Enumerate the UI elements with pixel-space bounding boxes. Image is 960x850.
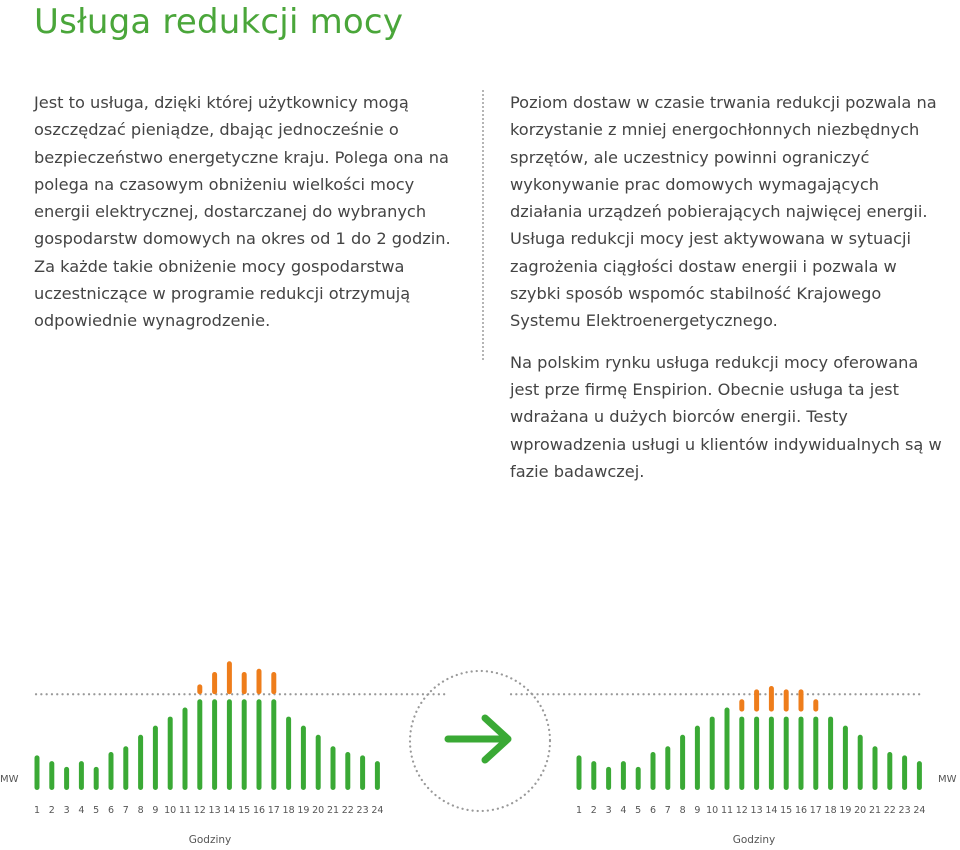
x-tick-label: 21 — [326, 805, 340, 816]
x-tick-label: 19 — [839, 805, 852, 816]
bar-base — [197, 699, 202, 790]
bar-base — [138, 735, 143, 790]
x-tick-label: 3 — [605, 805, 612, 816]
x-tick-label: 3 — [63, 805, 70, 816]
bar-base — [109, 752, 114, 790]
x-tick-label: 13 — [750, 805, 763, 816]
bar-base — [710, 717, 715, 790]
bar-base — [316, 735, 321, 790]
x-tick-label: 10 — [164, 805, 177, 816]
x-tick-label: 16 — [252, 805, 266, 816]
bar-base — [725, 708, 730, 791]
bar-peak — [197, 684, 202, 694]
bar-base — [858, 735, 863, 790]
column-divider — [482, 90, 484, 360]
bar-base — [813, 717, 818, 790]
x-tick-label: 5 — [93, 805, 100, 816]
right-column — [510, 89, 950, 485]
x-tick-label: 22 — [883, 805, 896, 816]
x-tick-label: 7 — [664, 805, 671, 816]
x-tick-label: 15 — [780, 805, 793, 816]
bar-base — [153, 726, 158, 790]
x-tick-label: 14 — [765, 805, 778, 816]
x-tick-label: 20 — [854, 805, 867, 816]
bar-base — [168, 717, 173, 790]
bar-base — [49, 761, 54, 790]
bar-base — [695, 726, 700, 790]
left-column — [34, 89, 474, 335]
bar-base — [902, 755, 907, 790]
x-tick-label: 24 — [913, 805, 926, 816]
bar-base — [784, 717, 789, 790]
bar-base — [360, 755, 365, 790]
x-tick-label: 9 — [694, 805, 701, 816]
x-tick-label: 17 — [809, 805, 822, 816]
bar-base — [242, 699, 247, 790]
x-tick-label: 18 — [824, 805, 837, 816]
bar-base — [577, 755, 582, 790]
right-paragraph-1: Poziom dostaw w czasie trwania redukcji pozwala na korzystanie z mniej energochłonnych niezbędnych sprzętów, ale uczestnicy powinni ograniczyć wykonywanie prac domowych wymagających działania urządzeń pobierających najwięcej energii. Usługa redukcji mocy jest aktywowana w sytuacji zagrożenia ciągłości dostaw energii i pozwala w szybki sposób wspomóc stabilność Krajowego Systemu Elektroenergetycznego. — [510, 93, 937, 331]
bar-base — [94, 767, 99, 790]
bar-base — [769, 717, 774, 790]
bar-base — [345, 752, 350, 790]
bar-peak — [813, 699, 818, 711]
x-tick-label: 16 — [794, 805, 808, 816]
x-tick-label: 4 — [78, 805, 85, 816]
bar-peak — [227, 661, 232, 694]
bar-base — [887, 752, 892, 790]
bar-base — [227, 699, 232, 790]
x-axis-label: Godziny — [732, 834, 776, 846]
x-tick-label: 13 — [208, 805, 221, 816]
y-axis-label: MW — [938, 774, 957, 785]
bar-base — [271, 699, 276, 790]
x-tick-label: 9 — [152, 805, 159, 816]
bar-base — [301, 726, 306, 790]
bar-peak — [784, 689, 789, 711]
bar-base — [257, 699, 262, 790]
bar-peak — [769, 686, 774, 712]
x-tick-label: 2 — [590, 805, 597, 816]
x-tick-label: 8 — [679, 805, 686, 816]
bar-peak — [754, 689, 759, 711]
x-tick-label: 6 — [649, 805, 657, 816]
bar-base — [917, 761, 922, 790]
bar-base — [375, 761, 380, 790]
page-title: Usługa redukcji mocy — [34, 2, 404, 42]
x-tick-label: 12 — [735, 805, 748, 816]
bar-base — [636, 767, 641, 790]
x-tick-label: 7 — [122, 805, 129, 816]
x-tick-label: 2 — [48, 805, 55, 816]
right-paragraph-2: Na polskim rynku usługa redukcji mocy oferowana jest prze firmę Enspirion. Obecnie usługa ta jest wdrażana u dużych biorców energii. Testy wprowadzenia usługi u klientów indywidualnych są w fazie badawczej. — [510, 352, 942, 481]
bar-base — [799, 717, 804, 790]
bar-base — [64, 767, 69, 790]
bar-base — [621, 761, 626, 790]
bar-base — [739, 717, 744, 790]
x-tick-label: 1 — [33, 805, 41, 816]
x-tick-label: 11 — [720, 805, 734, 816]
x-tick-label: 22 — [341, 805, 354, 816]
x-tick-label: 21 — [868, 805, 882, 816]
x-tick-label: 19 — [297, 805, 310, 816]
x-tick-label: 23 — [898, 805, 911, 816]
x-tick-label: 5 — [635, 805, 642, 816]
transition-circle — [410, 671, 550, 811]
bar-base — [331, 746, 336, 790]
bar-base — [873, 746, 878, 790]
x-tick-label: 6 — [107, 805, 115, 816]
bar-base — [591, 761, 596, 790]
charts-area — [0, 550, 960, 850]
bar-base — [286, 717, 291, 790]
x-tick-label: 24 — [371, 805, 384, 816]
arrow-right-icon — [448, 718, 508, 760]
bar-peak — [242, 672, 247, 694]
bar-base — [606, 767, 611, 790]
bar-base — [123, 746, 128, 790]
x-tick-label: 20 — [312, 805, 325, 816]
bar-peak — [739, 699, 744, 711]
x-tick-label: 8 — [137, 805, 144, 816]
bar-peak — [257, 669, 262, 695]
x-tick-label: 10 — [706, 805, 719, 816]
bar-base — [212, 699, 217, 790]
x-tick-label: 18 — [282, 805, 295, 816]
x-tick-label: 1 — [575, 805, 583, 816]
bar-base — [35, 755, 40, 790]
x-tick-label: 11 — [178, 805, 192, 816]
bar-peak — [799, 689, 804, 711]
bar-base — [79, 761, 84, 790]
bar-base — [828, 717, 833, 790]
x-tick-label: 14 — [223, 805, 236, 816]
y-axis-label: MW — [0, 774, 19, 785]
bar-base — [680, 735, 685, 790]
left-paragraph: Jest to usługa, dzięki której użytkownicy mogą oszczędzać pieniądze, dbając jednocześnie o bezpieczeństwo energetyczne kraju. Polega ona na polega na czasowym obniżeniu wielkości mocy energii elektrycznej, dostarczanej do wybranych gospodarstw domowych na okres od 1 do 2 godzin. Za każde takie obniżenie mocy gospodarstwa uczestniczące w programie redukcji otrzymują odpowiednie wynagrodzenie. — [34, 93, 451, 331]
x-tick-label: 17 — [267, 805, 280, 816]
x-tick-label: 15 — [238, 805, 251, 816]
bar-peak — [212, 672, 217, 694]
bar-base — [843, 726, 848, 790]
chart-after-reduction — [511, 686, 957, 846]
bar-base — [183, 708, 188, 791]
chart-before-reduction — [0, 661, 448, 846]
bar-base — [651, 752, 656, 790]
x-tick-label: 4 — [620, 805, 627, 816]
x-tick-label: 23 — [356, 805, 369, 816]
bar-base — [754, 717, 759, 790]
x-axis-label: Godziny — [188, 834, 232, 846]
x-tick-label: 12 — [193, 805, 206, 816]
bar-peak — [271, 672, 276, 694]
bar-base — [665, 746, 670, 790]
